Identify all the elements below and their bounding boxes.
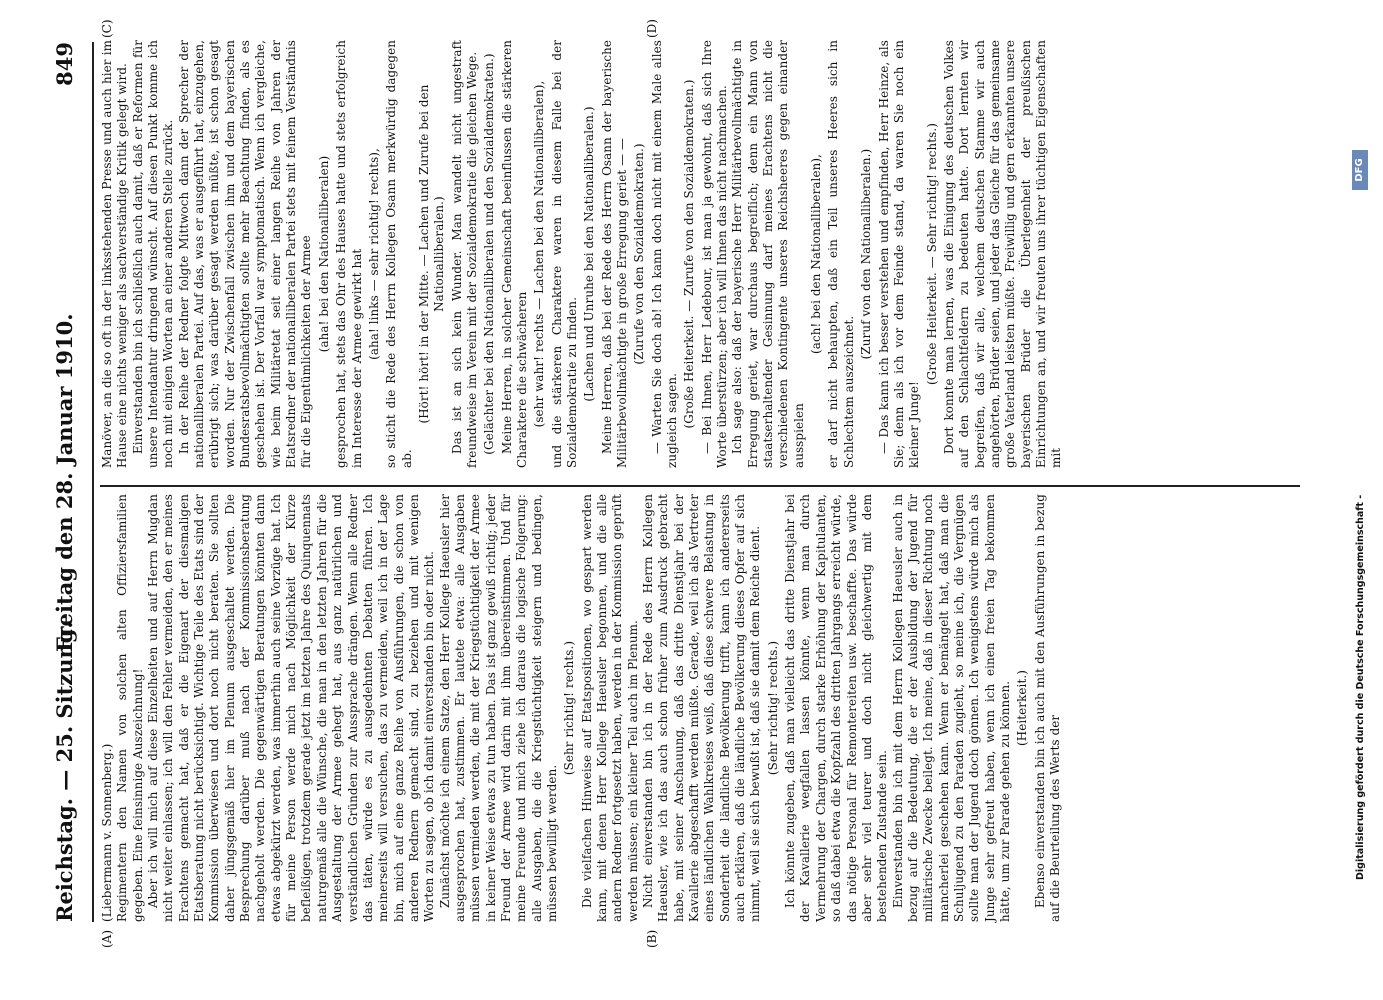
interjection: (Große Heiterkeit. — Sehr richtig! rechts.) [924,123,939,385]
paragraph: — Warten Sie doch ab! Ich kann doch nicht mit einem Male alles zugleich sagen. [649,40,680,468]
interjection: (Heiterkeit.) [1015,670,1030,746]
interjection: (sehr wahr! rechts — Lachen bei den Nationalliberalen), [532,80,547,428]
column-divider [100,486,1300,488]
interjection: (Große Heiterkeit. — Zurufe von den Sozialdemokraten.) [682,79,697,429]
paragraph: Meine Herren, daß bei der Rede des Herrn Osann der bayerische Militärbevollmächtigte in große Erregung geriet — — [599,40,629,468]
paragraph: Nicht einverstanden bin ich in der Rede des Herrn Kollegen Haeusler, wie ich das auch schon früher zum Ausdruck gebracht habe, mit seiner Anschauung, daß das dritte Dienstjahr bei der Kavallerie abgeschafft werden müßte. Gerade, weil ich als Vertreter eines ländlichen Wahlkreises weiß, daß diese schwere Belastung in Sonderheit die ländliche Bevölkerung trifft, kann ich andererseits auch erklären, daß die ländliche Bevölkerung dieses Opfer auf sich nimmt, weil sie sich bewußt ist, daß sie damit dem Reiche dient. [641,494,763,922]
credit-text: Digitalisierung gefördert durch die Deutsche Forschungsgemeinschaft - [1355,494,1366,880]
right-text-column [100,40,1295,468]
dfg-logo-icon: DFG [1352,150,1368,190]
margin-mark-b: (B) [645,929,659,948]
interjection: (Lachen und Unruhe bei den Nationalliberalen.) [582,106,597,402]
interjection: (Zurufe von den Sozialdemokraten.) [632,143,647,365]
margin-mark-d: (D) [645,19,659,38]
interjection: (aha! bei den Nationalliberalen) [316,155,331,353]
paragraph: so sticht die Rede des Herrn Kollegen Osann merkwürdig dagegen ab. [384,40,414,468]
interjection: (ach! bei den Nationalliberalen), [809,154,824,354]
paragraph: Meine Herren, in solcher Gemeinschaft beeinflussen die stärkeren Charaktere die schwächeren [499,40,529,468]
paragraph: Regimentern den Namen von solchen alten Offiziersfamilien gegeben. Eine feinsinnige Auszeichnung! [115,494,145,922]
paragraph: er darf nicht behaupten, daß ein Teil unseres Heeres sich in Schlechtem auszeichnet. [826,40,856,468]
paragraph: gesprochen hat, stets das Ohr des Hauses hatte und stets erfolgreich im Interesse der Armee gewirkt hat [334,40,364,468]
interjection: (Sehr richtig! rechts.) [765,640,780,776]
header-rule [92,42,94,922]
header-session: Reichstag. — 25. Sitzung. [52,621,77,922]
interjection: (Zuruf von den Nationalliberalen.) [859,148,874,360]
header-date: Freitag den 28. Januar 1910. [52,313,77,652]
left-text-column [100,494,1295,922]
paragraph: Zunächst möchte ich einem Satze, den Herr Kollege Haeusler hier ausgesprochen hat, zustimmen. Er lautete etwa: alle Ausgaben müssen vermieden werden, die mit der Kriegstüchtigkeit der Armee in keiner Weise etwas zu tun haben. Das ist ganz gewiß richtig; jeder Freund der Armee wird darin mit ihm übereinstimmen. Und für meine Freunde und mich ziehe ich daraus die logische Folgerung: alle Ausgaben, die die Kriegstüchtigkeit steigern und bedingen, müssen bewilligt werden. [437,494,559,922]
paragraph: Einverstanden bin ich mit dem Herrn Kollegen Haeusler auch in bezug auf die Bedeutung, die er der Ausbildung der Jugend für militärische Zwecke beilegt. Ich meine, daß in dieser Richtung noch mancherlei geschehen kann. Wenn er bemängelt hat, daß man die Schuljugend zu den Paraden zugieht, so meine ich, die Vergnügen sollte man der Jugend doch gönnen. Ich wenigstens würde mich als Junge sehr gefreut haben, wenn ich einen freien Tag bekommen hätte, um zur Parade gehen zu können. [890,494,1012,922]
paragraph: Das ist an sich kein Wunder. Man wandelt nicht ungestraft freundweise im Verein mit der Sozialdemokratie die gleichen Wege. [449,40,479,468]
paragraph: — Das kann ich besser verstehen und empfinden, Herr Heinze, als Sie; denn als ich vor dem Feinde stand, da waren Sie noch ein kleiner Junge! [876,40,922,468]
speaker-line: (Liebermann v. Sonnenberg.) [100,743,114,922]
paragraph: Aber ich will mich auf diese Einzelheiten und auf Herrn Mugdan nicht weiter einlassen; ich will den Fehler vermeiden, den er meines Erachtens gemacht hat, daß er die Eigenart der diesmaligen Etatsberatung nicht berücksichtigt. Wichtige Teile des Etats sind der Kommission überwiesen und dort noch nicht beraten. Sie sollten daher jüngsgemäß hier im Plenum ausgeschaltet werden. Die Besprechung darüber muß nach der Kommissionsberatung nachgeholt werden. Die gegenwärtigen Beratungen könnten dann etwas abgekürzt werden, was immerhin auch seine Vorzüge hat. Ich für meine Person werde mich nach Möglichkeit der Kürze befleißigen, trotzdem gerade jetzt im letzten Jahre des Quinquennats naturgemäß alle die Wünsche, die man in den letzten Jahren für die Ausgestaltung der Armee gehegt hat, aus ganz natürlichen und verständlichen Gründen zur Aussprache drängen. Wenn alle Redner das täten, würde es zu ausgedehnten Debatten führen. Ich meinerseits will versuchen, das zu vermeiden, weil ich in der Lage bin, mich auf eine ganze Reihe von Ausführungen, die schon von anderen Rednern gemacht sind, zu beziehen und mit wenigen Worten zu sagen, ob ich damit einverstanden bin oder nicht. [146,494,437,922]
paragraph: Dort konnte man lernen, was die Einigung des deutschen Volkes auf den Schlachtfeldern zu bedeuten hatte. Dort lernten wir begreifen, daß wir alle, welchem deutschen Stamme wir auch angehörten, Brüder seien, und jeder das Gleiche für das gemeinsame große Vaterland leisten müßte. Freiwillig und gern erkannten unsere bayerischen Brüder die Überlegenheit der preußischen Einrichtungen an, und wir freuten uns ihrer tüchtigen Eigenschaften mit [941,40,1064,468]
paragraph: Ich könnte zugeben, daß man vielleicht das dritte Dienstjahr bei der Kavallerie wegfallen lassen könnte, wenn man durch Vermehrung der Chargen, durch starke Erhöhung der Kapitulanten, so daß dabei etwa die Kopfzahl des dritten Jahrgangs erreicht würde, das nötige Personal für Remontereiten usw. beschaffte. Das würde aber sehr viel teurer und doch nicht gleichwertig mit dem bestehenden Zustande sein. [783,494,890,922]
page-header [52,42,86,922]
interjection: (Sehr richtig! rechts.) [562,640,577,776]
paragraph: Ebenso einverstanden bin ich auch mit den Ausführungen in bezug auf die Beurteilung des Werts der [1032,494,1062,922]
digitization-credit [1352,120,1372,880]
page-number: 849 [52,42,77,86]
paragraph: Ich sage also: daß der bayerische Herr Militärbevollmächtigte in Erregung geriet, war durchaus begreiflich; denn ein Mann von staatserhaltender Gesinnung darf meines Erachtens nicht die verschiedenen Kontingente unseres Reichsheeres gegen einander ausspielen [730,40,806,468]
paragraph: In der Reihe der Redner folgte Mittwoch dann der Sprecher der nationalliberalen Partei. Auf das, was er ausgeführt hat, einzugehen, erübrigt sich; was darüber gesagt werden müßte, ist schon gesagt worden. Nur der Zwischenfall zwischen ihm und dem bayerischen Bundesratsbevollmächtigten sollte mehr Beachtung finden, als es geschehen ist. Der Vorfall war symptomatisch. Wenn ich vergleiche, wie beim Militäretat seit einer langen Reihe von Jahren der Etatsredner der nationalliberalen Partei stets mit feinem Verständnis für die Eigentümlichkeiten der Armee [176,40,314,468]
margin-mark-a: (A) [100,929,114,948]
interjection: (aha! links — sehr richtig! rechts), [366,148,381,360]
interjection: (Gelächter bei den Nationalliberalen und den Sozialdemokraten.) [482,53,497,455]
paragraph: Einverstanden bin ich schließlich auch damit, daß er Reformen für unsere Intendantur dringend wünscht. Auf diesen Punkt komme ich noch mit einigen Worten an einer anderen Stelle zurück. [130,40,176,468]
margin-mark-c: (C) [100,19,114,38]
paragraph: Die vielfachen Hinweise auf Etatspositionen, wo gespart werden kann, mit denen Herr Kollege Haeusler begonnen, und die alle andern Redner fortgesetzt haben, werden in der Kommission geprüft werden müssen; ein kleiner Teil auch im Plenum. [579,494,640,922]
paragraph: — Bei Ihnen, Herr Ledebour, ist man ja gewohnt, daß sich Ihre Worte überstürzen; aber ich will Ihnen das nicht nachmachen. [699,40,730,468]
interjection: (Hört! hört! in der Mitte. — Lachen und Zurufe bei den Nationalliberalen.) [416,84,447,424]
paragraph: und die stärkeren Charaktere waren in diesem Falle bei der Sozialdemokratie zu finden. [549,40,579,468]
paragraph: Manöver, an die so oft in der linksstehenden Presse und auch hier im Hause eine nichts weniger als sachverständige Kritik gelegt wird. [100,40,130,468]
